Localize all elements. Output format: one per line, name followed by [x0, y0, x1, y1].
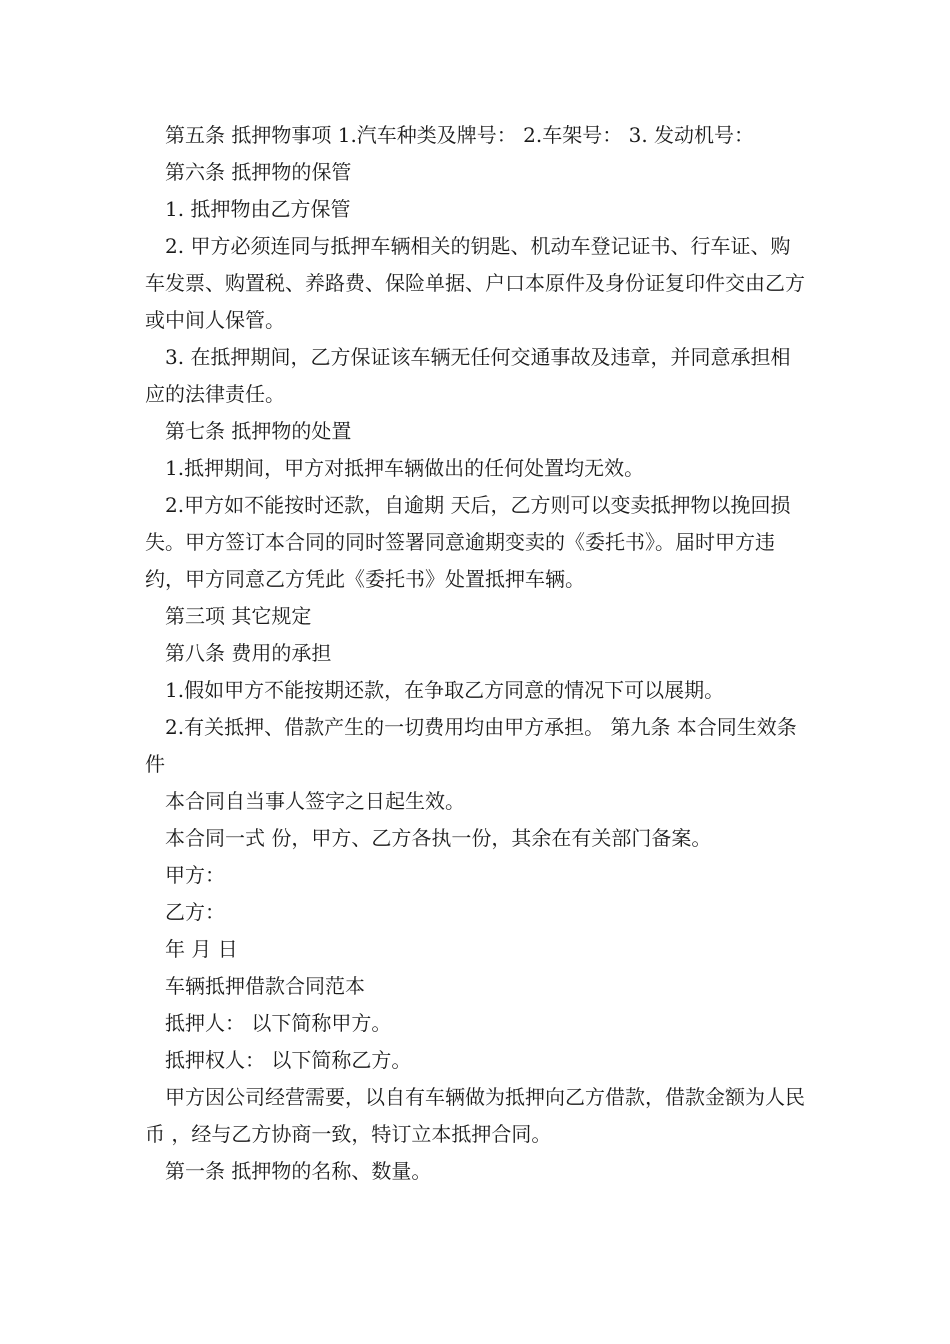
paragraph-article-5-items: 第五条 抵押物事项 1.汽车种类及牌号： 2.车架号： 3. 发动机号：	[165, 123, 755, 147]
paragraph-article-7-heading: 第七条 抵押物的处置	[165, 419, 352, 443]
paragraph-effective-clause: 本合同自当事人签字之日起生效。	[165, 789, 465, 813]
contract-text	[145, 117, 810, 1190]
party-b-signature-line: 乙方：	[165, 900, 225, 924]
paragraph-section-3-heading: 第三项 其它规定	[165, 604, 312, 628]
paragraph-article-7-item-1: 1.抵押期间，甲方对抵押车辆做出的任何处置均无效。	[165, 456, 645, 480]
party-a-signature-line: 甲方：	[165, 863, 225, 887]
paragraph-article-1-heading: 第一条 抵押物的名称、数量。	[165, 1159, 432, 1183]
paragraph-copies-clause: 本合同一式 份，甲方、乙方各执一份，其余在有关部门备案。	[165, 826, 712, 850]
template-title: 车辆抵押借款合同范本	[165, 974, 365, 998]
paragraph-article-6-item-1: 1. 抵押物由乙方保管	[165, 197, 351, 221]
date-line: 年 月 日	[165, 937, 238, 961]
mortgagor-line: 抵押人： 以下简称甲方。	[165, 1011, 392, 1035]
paragraph-article-8-item-1: 1.假如甲方不能按期还款，在争取乙方同意的情况下可以展期。	[165, 678, 725, 702]
paragraph-article-6-item-3: 3. 在抵押期间，乙方保证该车辆无任何交通事故及违章，并同意承担相应的法律责任。	[145, 345, 791, 406]
paragraph-article-6-item-2: 2. 甲方必须连同与抵押车辆相关的钥匙、机动车登记证书、行车证、购车发票、购置税、养路费、保险单据、户口本原件及身份证复印件交由乙方或中间人保管。	[145, 234, 805, 332]
paragraph-article-7-item-2: 2.甲方如不能按时还款，自逾期 天后，乙方则可以变卖抵押物以挽回损失。甲方签订本合同的同时签署同意逾期变卖的《委托书》。届时甲方违约，甲方同意乙方凭此《委托书》处置抵押车辆。	[145, 493, 791, 591]
paragraph-preamble: 甲方因公司经营需要，以自有车辆做为抵押向乙方借款，借款金额为人民币 ，经与乙方协商一致，特订立本抵押合同。	[145, 1085, 805, 1146]
paragraph-article-8-heading: 第八条 费用的承担	[165, 641, 332, 665]
paragraph-article-8-item-2: 2.有关抵押、借款产生的一切费用均由甲方承担。 第九条 本合同生效条件	[145, 715, 797, 776]
mortgagee-line: 抵押权人： 以下简称乙方。	[165, 1048, 412, 1072]
paragraph-article-6-heading: 第六条 抵押物的保管	[165, 160, 352, 184]
